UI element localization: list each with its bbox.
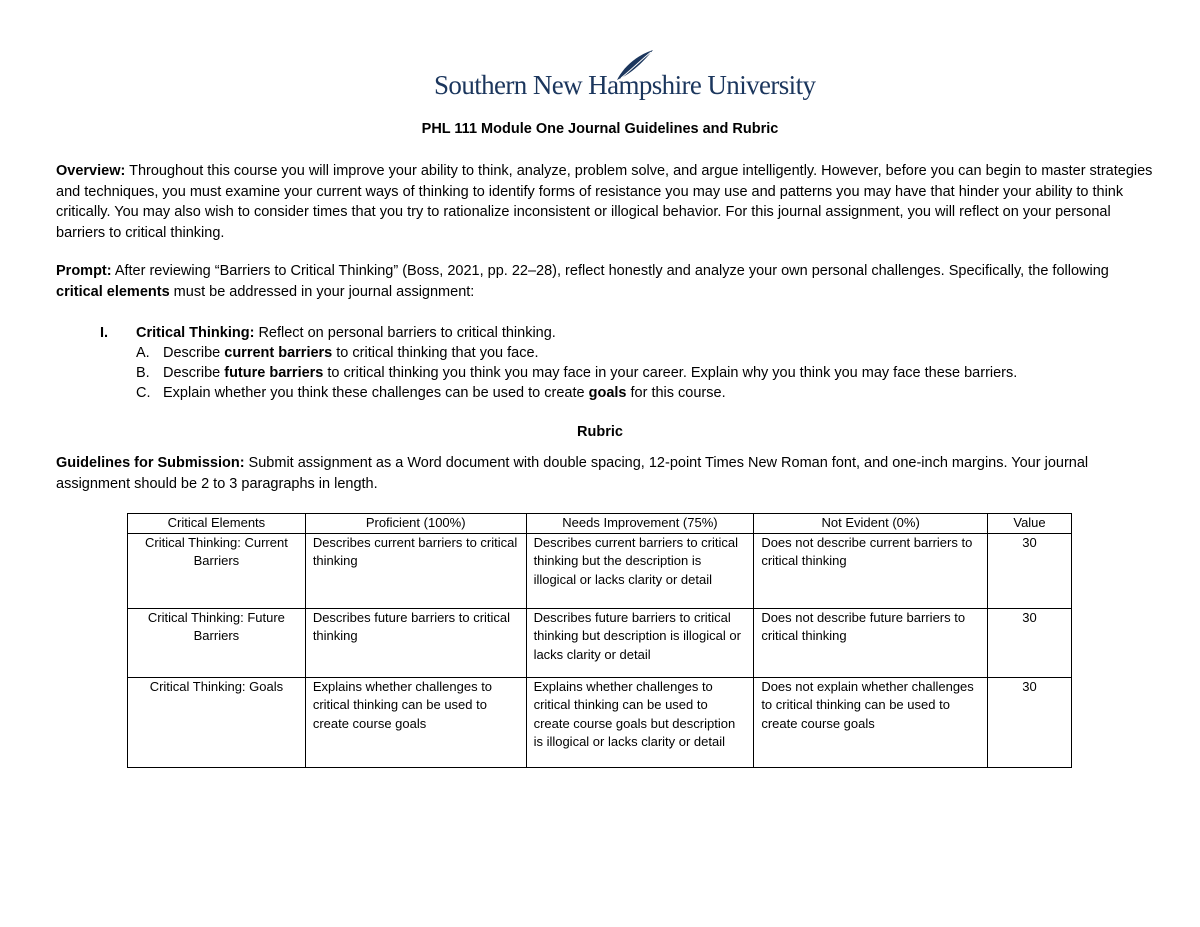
table-header-cell: Needs Improvement (75%) (526, 514, 754, 534)
table-row (128, 608, 1072, 677)
outline-text: Reflect on personal barriers to critical thinking. (254, 325, 556, 341)
critical-element-cell: Critical Thinking: Goals (128, 677, 306, 767)
page-title: PHL 111 Module One Journal Guidelines and Rubric (421, 121, 779, 137)
table-row (128, 677, 1072, 767)
needs-improvement-cell: Describes current barriers to critical thinking but the description is illogical or lacks clarity or detail (526, 533, 754, 608)
table-header-cell: Critical Elements (128, 514, 306, 534)
not-evident-cell: Does not describe future barriers to critical thinking (754, 608, 988, 677)
table-header-cell: Proficient (100%) (305, 514, 526, 534)
outline-number: A. (136, 345, 150, 361)
proficient-cell: Explains whether challenges to critical thinking can be used to create course goals (305, 677, 526, 767)
guidelines-paragraph (56, 453, 1156, 494)
outline-bold: future barriers (224, 365, 324, 381)
value-cell: 30 (988, 677, 1072, 767)
needs-improvement-cell: Describes future barriers to critical thinking but description is illogical or lacks clarity or detail (526, 608, 754, 677)
prompt-paragraph (56, 261, 1156, 302)
guidelines-label: Guidelines for Submission: (56, 455, 245, 471)
rubric-table (127, 513, 1072, 768)
outline-text: for this course. (626, 385, 726, 401)
outline-text: to critical thinking that you face. (332, 345, 539, 361)
value-cell: 30 (988, 608, 1072, 677)
not-evident-cell: Does not explain whether challenges to critical thinking can be used to create course goals (754, 677, 988, 767)
critical-element-cell: Critical Thinking: Current Barriers (128, 533, 306, 608)
prompt-critical-elements: critical elements (56, 283, 170, 300)
guidelines-text: Submit assignment as a Word document with double spacing, 12-point Times New Roman font, and one-inch margins. Your journal assignment should be 2 to 3 paragraphs in length. (56, 455, 1089, 492)
prompt-text: After reviewing “Barriers to Critical Thinking” (Boss, 2021, pp. 22–28), reflect honestly and analyze your own personal challenges. Specifically, the following (111, 263, 1109, 279)
value-cell: 30 (988, 533, 1072, 608)
logo-wordmark: Southern New Hampshire University (434, 70, 816, 100)
outline-text: Describe (163, 345, 225, 361)
table-header-cell: Not Evident (0%) (754, 514, 988, 534)
outline-number: B. (136, 365, 150, 381)
not-evident-cell: Does not describe current barriers to critical thinking (754, 533, 988, 608)
overview-paragraph (56, 161, 1156, 243)
proficient-cell: Describes current barriers to critical thinking (305, 533, 526, 608)
outline-bold: current barriers (224, 345, 333, 361)
table-row (128, 533, 1072, 608)
rubric-heading: Rubric (577, 424, 623, 440)
proficient-cell: Describes future barriers to critical thinking (305, 608, 526, 677)
overview-text: Throughout this course you will improve your ability to think, analyze, problem solve, and argue intelligently. However, before you can begin to master strategies and techniques, you must examine your current ways of thinking to identify forms of resistance you may use and patterns you may have that hinder your ability to think critically. You may also wish to consider times that you try to rationalize inconsistent or illogical behavior. For this journal assignment, you will reflect on your personal barriers to critical thinking. (56, 163, 1153, 241)
overview-label: Overview: (56, 163, 126, 179)
outline-text: to critical thinking you think you may face in your career. Explain why you think you may face these barriers. (323, 365, 1018, 381)
needs-improvement-cell: Explains whether challenges to critical thinking can be used to create course goals but description is illogical or lacks clarity or detail (526, 677, 754, 767)
outline-number: C. (136, 385, 151, 401)
outline-number: I. (100, 325, 109, 341)
outline-label: Critical Thinking: (136, 325, 255, 341)
outline-text: Explain whether you think these challenges can be used to create (163, 385, 589, 401)
prompt-text-end: must be addressed in your journal assignment: (169, 283, 475, 300)
table-header-cell: Value (988, 514, 1072, 534)
outline-text: Describe (163, 365, 225, 381)
university-logo (434, 48, 816, 108)
table-header-row (128, 514, 1072, 534)
critical-element-cell: Critical Thinking: Future Barriers (128, 608, 306, 677)
prompt-label: Prompt: (56, 263, 112, 279)
outline-bold: goals (588, 385, 627, 401)
